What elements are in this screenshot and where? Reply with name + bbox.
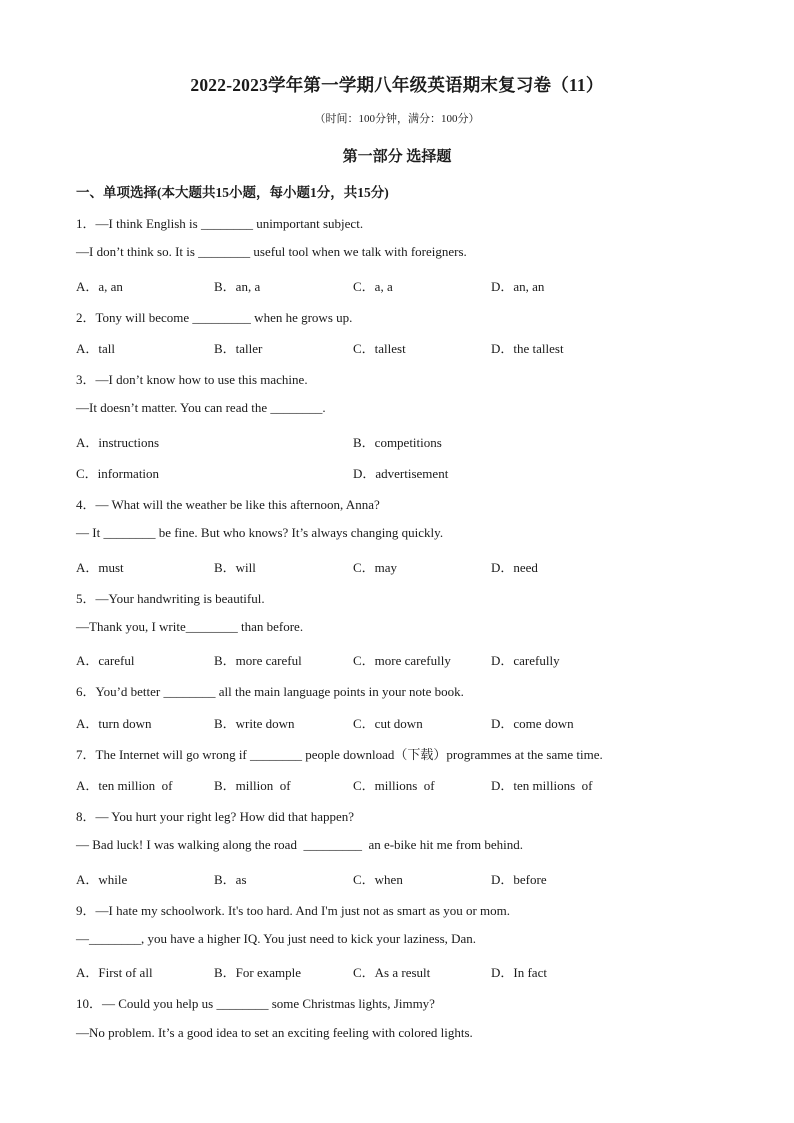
option-d: D．ten millions of: [491, 778, 593, 793]
question-3-stem: 3．—I don’t know how to use this machine.: [76, 372, 308, 387]
option-d: D．an, an: [491, 279, 545, 294]
question-8-response: — Bad luck! I was walking along the road _________ an e-bike hit me from behind.: [76, 837, 523, 852]
question-2-stem: 2．Tony will become _________ when he grows up.: [76, 310, 353, 325]
option-a: A．a, an: [76, 279, 123, 294]
question-3-response: —It doesn’t matter. You can read the ________.: [76, 400, 326, 415]
option-a: A．tall: [76, 341, 115, 356]
part-heading: 第一部分 选择题: [342, 149, 452, 165]
option-a: A．First of all: [76, 965, 153, 980]
question-10-response: —No problem. It’s a good idea to set an exciting feeling with colored lights.: [76, 1025, 473, 1040]
option-b: B．competitions: [353, 435, 442, 450]
question-1-stem: 1．—I think English is ________ unimportant subject.: [76, 216, 364, 231]
option-d: D．the tallest: [491, 341, 564, 356]
question-7-stem: 7．The Internet will go wrong if ________ people download（下载）programmes at the same time.: [76, 747, 603, 762]
option-a: A．turn down: [76, 716, 152, 731]
question-6-stem: 6．You’d better ________ all the main language points in your note book.: [76, 684, 464, 699]
option-c: C．a, a: [353, 279, 393, 294]
question-5-response: —Thank you, I write________ than before.: [76, 619, 304, 634]
exam-info: （时间：100分钟，满分：100分）: [314, 113, 480, 125]
question-1-response: —I don’t think so. It is ________ useful tool when we talk with foreigners.: [76, 244, 467, 259]
option-c: C．millions of: [353, 778, 435, 793]
option-d: D．In fact: [491, 965, 547, 980]
option-c: C．cut down: [353, 716, 423, 731]
question-4-stem: 4．— What will the weather be like this afternoon, Anna?: [76, 497, 380, 512]
question-10-stem: 10．— Could you help us ________ some Christmas lights, Jimmy?: [76, 996, 435, 1011]
option-a: A．instructions: [76, 435, 160, 450]
option-c: C．may: [353, 560, 398, 575]
option-b: B．more careful: [214, 653, 302, 668]
option-c: C．when: [353, 872, 403, 887]
option-b: B．For example: [214, 965, 302, 980]
option-b: B．million of: [214, 778, 291, 793]
question-8-stem: 8．— You hurt your right leg? How did that happen?: [76, 809, 355, 824]
option-b: B．as: [214, 872, 247, 887]
option-c: C．information: [76, 466, 160, 481]
option-d: D．need: [491, 560, 538, 575]
question-9-response: —________, you have a higher IQ. You just need to kick your laziness, Dan.: [76, 931, 477, 946]
option-d: D．come down: [491, 716, 574, 731]
option-a: A．ten million of: [76, 778, 173, 793]
section-heading: 一、单项选择(本大题共15小题，每小题1分，共15分): [76, 185, 389, 200]
option-b: B．an, a: [214, 279, 261, 294]
option-c: C．As a result: [353, 965, 431, 980]
option-c: C．tallest: [353, 341, 406, 356]
option-d: D．before: [491, 872, 547, 887]
option-a: A．careful: [76, 653, 135, 668]
option-c: C．more carefully: [353, 653, 451, 668]
option-d: D．carefully: [491, 653, 560, 668]
option-b: B．write down: [214, 716, 295, 731]
option-a: A．must: [76, 560, 124, 575]
option-b: B．taller: [214, 341, 263, 356]
page-title: 2022-2023学年第一学期八年级英语期末复习卷（11）: [190, 75, 604, 95]
question-5-stem: 5．—Your handwriting is beautiful.: [76, 591, 265, 606]
option-a: A．while: [76, 872, 128, 887]
question-9-stem: 9．—I hate my schoolwork. It's too hard. And I'm just not as smart as you or mom.: [76, 903, 510, 918]
option-d: D．advertisement: [353, 466, 449, 481]
option-b: B．will: [214, 560, 256, 575]
question-4-response: — It ________ be fine. But who knows? It’s always changing quickly.: [76, 525, 444, 540]
